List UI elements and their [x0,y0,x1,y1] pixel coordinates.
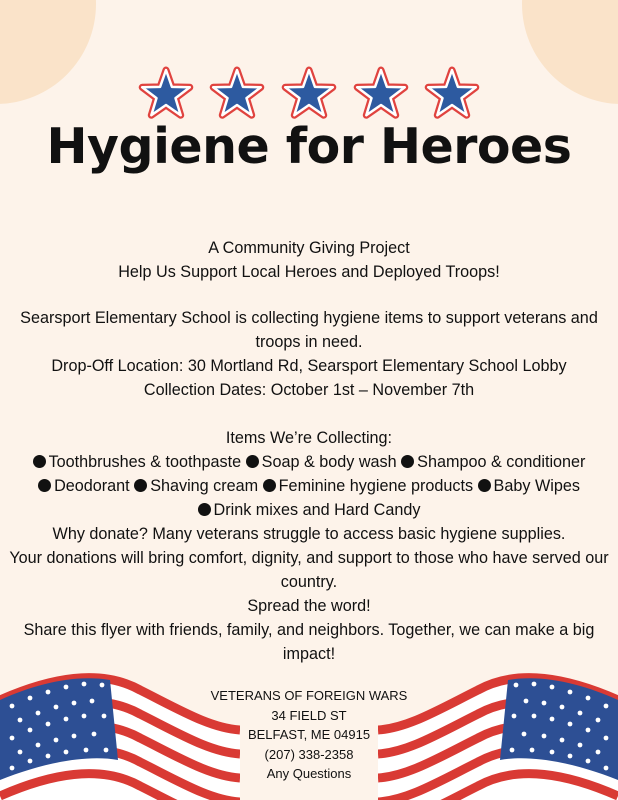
list-item: Feminine hygiene products [263,477,473,495]
bullet-icon [246,455,259,468]
list-item: Deodorant [38,477,130,495]
donation-impact-text: Your donations will bring comfort, dignity, and support to those who have served our country. [9,549,609,591]
org-name: VETERANS OF FOREIGN WARS [210,688,408,703]
list-item: Shaving cream [134,477,258,495]
list-item: Drink mixes and Hard Candy [198,501,421,519]
spread-word-text: Spread the word! [247,597,371,615]
questions-note: Any Questions [266,766,352,782]
intro-subtitle: Help Us Support Local Heroes and Deployed Troops! [118,263,500,281]
bullet-icon [401,455,414,468]
intro-line: A Community Giving Project [208,239,410,257]
star-icon [213,70,261,115]
page-title: Hygiene for Heroes [46,118,572,175]
collection-dates: Collection Dates: October 1st – November 7th [143,381,475,399]
bullet-icon [198,503,211,516]
bullet-icon [38,479,51,492]
star-icon [285,70,333,115]
flyer-body [6,236,612,666]
list-item: Soap & body wash [246,453,397,471]
dropoff-location: Drop-Off Location: 30 Mortland Rd, Searsport Elementary School Lobby [51,357,567,375]
share-flyer-text: Share this flyer with friends, family, and neighbors. Together, we can make a big impact! [23,621,595,663]
contact-block [170,686,448,784]
collecting-text: Searsport Elementary School is collecting hygiene items to support veterans and troops in need. [20,309,598,351]
phone-number: (207) 338-2358 [264,746,354,762]
why-donate-text: Why donate? Many veterans struggle to access basic hygiene supplies. [52,525,566,543]
stars-row [0,66,618,122]
bullet-icon [33,455,46,468]
city-address: BELFAST, ME 04915 [247,727,371,743]
list-item: Baby Wipes [478,477,580,495]
bullet-icon [263,479,276,492]
items-list [6,450,612,522]
star-icon [428,70,476,115]
list-item: Toothbrushes & toothpaste [33,453,242,471]
bullet-icon [134,479,147,492]
items-heading: Items We’re Collecting: [225,429,393,447]
star-icon [357,70,405,115]
street-address: 34 FIELD ST [271,707,347,723]
bullet-icon [478,479,491,492]
star-icon [142,70,190,115]
list-item: Shampoo & conditioner [401,453,585,471]
